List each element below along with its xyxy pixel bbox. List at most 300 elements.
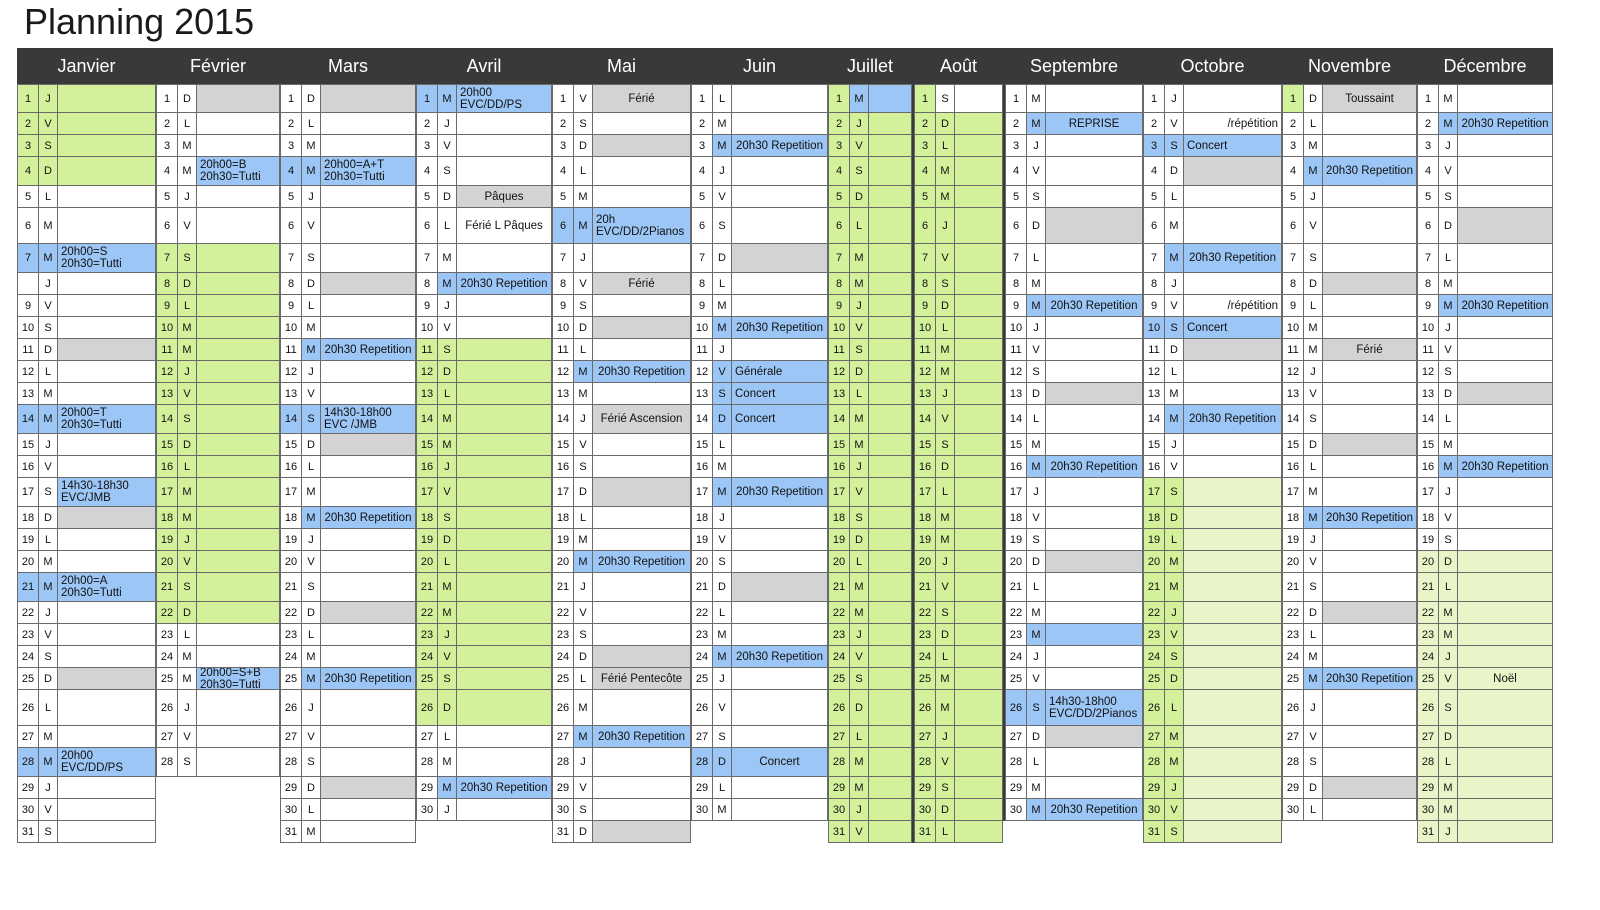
day-event[interactable] xyxy=(955,478,1003,507)
day-event[interactable]: 20h30 Repetition xyxy=(457,777,552,799)
day-event[interactable] xyxy=(593,186,691,208)
day-event[interactable] xyxy=(58,624,156,646)
day-event[interactable] xyxy=(955,273,1003,295)
day-event[interactable] xyxy=(1458,573,1553,602)
day-event[interactable] xyxy=(321,624,416,646)
day-event[interactable] xyxy=(58,361,156,383)
day-event[interactable] xyxy=(593,748,691,777)
day-event[interactable]: REPRISE xyxy=(1046,113,1143,135)
day-event[interactable] xyxy=(732,186,828,208)
day-event[interactable]: 20h00=T 20h30=Tutti xyxy=(58,405,156,434)
day-event[interactable] xyxy=(1323,799,1417,821)
day-event[interactable] xyxy=(1046,157,1143,186)
day-event[interactable] xyxy=(321,821,416,843)
day-event[interactable]: Concert xyxy=(732,383,828,405)
day-event[interactable] xyxy=(321,690,416,726)
day-event[interactable] xyxy=(197,602,280,624)
day-event[interactable] xyxy=(593,456,691,478)
day-event[interactable] xyxy=(869,478,912,507)
day-event[interactable] xyxy=(869,573,912,602)
day-event[interactable] xyxy=(1458,361,1553,383)
day-event[interactable] xyxy=(955,646,1003,668)
day-event[interactable] xyxy=(457,113,552,135)
day-event[interactable] xyxy=(457,339,552,361)
day-event[interactable] xyxy=(197,434,280,456)
day-event[interactable]: Concert xyxy=(732,405,828,434)
day-event[interactable] xyxy=(1458,624,1553,646)
day-event[interactable] xyxy=(593,529,691,551)
day-event[interactable] xyxy=(593,383,691,405)
day-event[interactable] xyxy=(1458,244,1553,273)
day-event[interactable] xyxy=(1458,208,1553,244)
day-event[interactable] xyxy=(197,456,280,478)
day-event[interactable]: 20h30 Repetition xyxy=(1184,405,1282,434)
day-event[interactable] xyxy=(58,821,156,843)
day-event[interactable] xyxy=(58,339,156,361)
day-event[interactable] xyxy=(1323,295,1417,317)
day-event[interactable] xyxy=(955,317,1003,339)
day-event[interactable]: 20h00=B 20h30=Tutti xyxy=(197,157,280,186)
day-event[interactable]: Concert xyxy=(732,748,828,777)
day-event[interactable] xyxy=(869,186,912,208)
day-event[interactable]: 20h00=S 20h30=Tutti xyxy=(58,244,156,273)
day-event[interactable] xyxy=(732,434,828,456)
day-event[interactable]: 20h30 Repetition xyxy=(593,551,691,573)
day-event[interactable] xyxy=(321,646,416,668)
day-event[interactable] xyxy=(58,456,156,478)
day-event[interactable] xyxy=(869,157,912,186)
day-event[interactable] xyxy=(1046,273,1143,295)
day-event[interactable] xyxy=(1046,84,1143,113)
day-event[interactable]: 20h30 Repetition xyxy=(732,478,828,507)
day-event[interactable]: 20h00 EVC/DD/PS xyxy=(58,748,156,777)
day-event[interactable]: Férié xyxy=(593,273,691,295)
day-event[interactable] xyxy=(321,317,416,339)
day-event[interactable] xyxy=(955,690,1003,726)
day-event[interactable] xyxy=(955,529,1003,551)
day-event[interactable] xyxy=(1458,434,1553,456)
day-event[interactable] xyxy=(1323,624,1417,646)
day-event[interactable] xyxy=(58,690,156,726)
day-event[interactable] xyxy=(593,157,691,186)
day-event[interactable] xyxy=(955,748,1003,777)
day-event[interactable] xyxy=(321,602,416,624)
day-event[interactable] xyxy=(955,434,1003,456)
day-event[interactable] xyxy=(1184,361,1282,383)
day-event[interactable] xyxy=(1184,821,1282,843)
day-event[interactable] xyxy=(732,208,828,244)
day-event[interactable] xyxy=(732,113,828,135)
day-event[interactable] xyxy=(1323,244,1417,273)
day-event[interactable] xyxy=(197,273,280,295)
day-event[interactable] xyxy=(321,748,416,777)
day-event[interactable] xyxy=(457,317,552,339)
day-event[interactable] xyxy=(1046,573,1143,602)
day-event[interactable] xyxy=(1323,573,1417,602)
day-event[interactable] xyxy=(197,208,280,244)
day-event[interactable] xyxy=(457,573,552,602)
day-event[interactable] xyxy=(732,799,828,821)
day-event[interactable] xyxy=(869,668,912,690)
day-event[interactable] xyxy=(321,551,416,573)
day-event[interactable] xyxy=(593,317,691,339)
day-event[interactable] xyxy=(1046,244,1143,273)
day-event[interactable] xyxy=(593,646,691,668)
day-event[interactable] xyxy=(457,383,552,405)
day-event[interactable] xyxy=(955,383,1003,405)
day-event[interactable] xyxy=(197,361,280,383)
day-event[interactable] xyxy=(1323,317,1417,339)
day-event[interactable] xyxy=(1046,777,1143,799)
day-event[interactable] xyxy=(955,186,1003,208)
day-event[interactable] xyxy=(1458,748,1553,777)
day-event[interactable] xyxy=(197,529,280,551)
day-event[interactable] xyxy=(321,383,416,405)
day-event[interactable]: 20h30 Repetition xyxy=(457,273,552,295)
day-event[interactable] xyxy=(869,624,912,646)
day-event[interactable] xyxy=(1323,726,1417,748)
day-event[interactable] xyxy=(593,339,691,361)
day-event[interactable] xyxy=(321,799,416,821)
day-event[interactable] xyxy=(1458,777,1553,799)
day-event[interactable] xyxy=(1323,135,1417,157)
day-event[interactable] xyxy=(1184,456,1282,478)
day-event[interactable] xyxy=(869,273,912,295)
day-event[interactable] xyxy=(732,295,828,317)
day-event[interactable] xyxy=(1323,113,1417,135)
day-event[interactable] xyxy=(1323,777,1417,799)
day-event[interactable] xyxy=(1323,602,1417,624)
day-event[interactable] xyxy=(321,726,416,748)
day-event[interactable]: 20h30 Repetition xyxy=(732,135,828,157)
day-event[interactable] xyxy=(869,295,912,317)
day-event[interactable] xyxy=(321,529,416,551)
day-event[interactable]: Générale xyxy=(732,361,828,383)
day-event[interactable]: Férié Pentecôte xyxy=(593,668,691,690)
day-event[interactable] xyxy=(1046,361,1143,383)
day-event[interactable] xyxy=(732,602,828,624)
day-event[interactable] xyxy=(1184,799,1282,821)
day-event[interactable]: Férié L Pâques xyxy=(457,208,552,244)
day-event[interactable]: 20h30 Repetition xyxy=(1323,157,1417,186)
day-event[interactable]: 14h30-18h30 EVC/JMB xyxy=(58,478,156,507)
day-event[interactable] xyxy=(1458,690,1553,726)
day-event[interactable] xyxy=(1323,748,1417,777)
day-event[interactable]: Concert xyxy=(1184,317,1282,339)
day-event[interactable] xyxy=(955,339,1003,361)
day-event[interactable]: 20h30 Repetition xyxy=(1046,456,1143,478)
day-event[interactable] xyxy=(593,135,691,157)
day-event[interactable] xyxy=(593,478,691,507)
day-event[interactable] xyxy=(869,361,912,383)
day-event[interactable]: 20h30 Repetition xyxy=(1458,456,1553,478)
day-event[interactable] xyxy=(58,799,156,821)
day-event[interactable] xyxy=(593,777,691,799)
day-event[interactable]: 20h30 Repetition xyxy=(593,726,691,748)
day-event[interactable] xyxy=(1323,186,1417,208)
day-event[interactable] xyxy=(457,295,552,317)
day-event[interactable] xyxy=(732,456,828,478)
day-event[interactable] xyxy=(197,748,280,777)
day-event[interactable] xyxy=(869,799,912,821)
day-event[interactable] xyxy=(457,157,552,186)
day-event[interactable] xyxy=(1458,383,1553,405)
day-event[interactable] xyxy=(869,317,912,339)
day-event[interactable] xyxy=(955,821,1003,843)
day-event[interactable]: Concert xyxy=(1184,135,1282,157)
day-event[interactable] xyxy=(58,602,156,624)
day-event[interactable] xyxy=(1323,208,1417,244)
day-event[interactable] xyxy=(1458,602,1553,624)
day-event[interactable] xyxy=(593,434,691,456)
day-event[interactable]: 20h30 Repetition xyxy=(1046,799,1143,821)
day-event[interactable] xyxy=(1046,135,1143,157)
day-event[interactable] xyxy=(955,799,1003,821)
day-event[interactable]: 20h30 Repetition xyxy=(321,507,416,529)
day-event[interactable] xyxy=(321,186,416,208)
day-event[interactable] xyxy=(869,726,912,748)
day-event[interactable]: Noël xyxy=(1458,668,1553,690)
day-event[interactable] xyxy=(1046,646,1143,668)
day-event[interactable] xyxy=(869,646,912,668)
day-event[interactable] xyxy=(1458,84,1553,113)
day-event[interactable]: Férié Ascension xyxy=(593,405,691,434)
day-event[interactable] xyxy=(321,244,416,273)
day-event[interactable] xyxy=(732,273,828,295)
day-event[interactable] xyxy=(197,295,280,317)
day-event[interactable] xyxy=(1184,157,1282,186)
day-event[interactable] xyxy=(593,113,691,135)
day-event[interactable] xyxy=(58,157,156,186)
day-event[interactable] xyxy=(955,405,1003,434)
day-event[interactable] xyxy=(457,434,552,456)
day-event[interactable] xyxy=(955,361,1003,383)
day-event[interactable]: 20h30 Repetition xyxy=(321,339,416,361)
day-event[interactable] xyxy=(1458,726,1553,748)
day-event[interactable] xyxy=(1184,383,1282,405)
day-event[interactable] xyxy=(869,244,912,273)
day-event[interactable] xyxy=(58,646,156,668)
day-event[interactable] xyxy=(58,273,156,295)
day-event[interactable]: 20h30 Repetition xyxy=(1046,295,1143,317)
day-event[interactable] xyxy=(1184,602,1282,624)
day-event[interactable] xyxy=(1184,84,1282,113)
day-event[interactable] xyxy=(321,273,416,295)
day-event[interactable] xyxy=(321,478,416,507)
day-event[interactable] xyxy=(1046,339,1143,361)
day-event[interactable]: 20h30 Repetition xyxy=(1184,244,1282,273)
day-event[interactable] xyxy=(457,799,552,821)
day-event[interactable] xyxy=(321,573,416,602)
day-event[interactable] xyxy=(732,551,828,573)
day-event[interactable] xyxy=(869,208,912,244)
day-event[interactable] xyxy=(197,383,280,405)
day-event[interactable] xyxy=(1458,478,1553,507)
day-event[interactable] xyxy=(58,113,156,135)
day-event[interactable] xyxy=(457,668,552,690)
day-event[interactable] xyxy=(955,244,1003,273)
day-event[interactable] xyxy=(58,84,156,113)
day-event[interactable] xyxy=(869,529,912,551)
day-event[interactable] xyxy=(1458,339,1553,361)
day-event[interactable] xyxy=(1458,529,1553,551)
day-event[interactable] xyxy=(955,726,1003,748)
day-event[interactable] xyxy=(955,551,1003,573)
day-event[interactable] xyxy=(1184,573,1282,602)
day-event[interactable] xyxy=(869,821,912,843)
day-event[interactable] xyxy=(732,157,828,186)
day-event[interactable] xyxy=(732,624,828,646)
day-event[interactable] xyxy=(321,208,416,244)
day-event[interactable] xyxy=(955,84,1003,113)
day-event[interactable] xyxy=(1323,273,1417,295)
day-event[interactable] xyxy=(1046,507,1143,529)
day-event[interactable] xyxy=(732,777,828,799)
day-event[interactable] xyxy=(869,602,912,624)
day-event[interactable]: /répétition xyxy=(1184,295,1282,317)
day-event[interactable] xyxy=(197,339,280,361)
day-event[interactable] xyxy=(197,317,280,339)
day-event[interactable]: 20h EVC/DD/2Pianos xyxy=(593,208,691,244)
day-event[interactable] xyxy=(593,690,691,726)
day-event[interactable]: 20h00 EVC/DD/PS xyxy=(457,84,552,113)
day-event[interactable] xyxy=(1184,777,1282,799)
day-event[interactable] xyxy=(869,690,912,726)
day-event[interactable] xyxy=(197,186,280,208)
day-event[interactable] xyxy=(955,208,1003,244)
day-event[interactable] xyxy=(1046,551,1143,573)
day-event[interactable] xyxy=(457,551,552,573)
day-event[interactable] xyxy=(197,624,280,646)
day-event[interactable] xyxy=(321,113,416,135)
day-event[interactable] xyxy=(1046,602,1143,624)
day-event[interactable] xyxy=(955,295,1003,317)
day-event[interactable] xyxy=(457,748,552,777)
day-event[interactable] xyxy=(1458,646,1553,668)
day-event[interactable]: Férié xyxy=(1323,339,1417,361)
day-event[interactable] xyxy=(58,208,156,244)
day-event[interactable] xyxy=(869,507,912,529)
day-event[interactable] xyxy=(197,405,280,434)
day-event[interactable] xyxy=(1184,208,1282,244)
day-event[interactable] xyxy=(955,157,1003,186)
day-event[interactable] xyxy=(955,456,1003,478)
day-event[interactable] xyxy=(1458,507,1553,529)
day-event[interactable] xyxy=(58,135,156,157)
day-event[interactable] xyxy=(1184,529,1282,551)
day-event[interactable] xyxy=(869,135,912,157)
day-event[interactable] xyxy=(1046,434,1143,456)
day-event[interactable] xyxy=(1184,273,1282,295)
day-event[interactable] xyxy=(457,646,552,668)
day-event[interactable] xyxy=(1323,646,1417,668)
day-event[interactable] xyxy=(1323,405,1417,434)
day-event[interactable] xyxy=(1046,748,1143,777)
day-event[interactable] xyxy=(58,668,156,690)
day-event[interactable] xyxy=(593,799,691,821)
day-event[interactable] xyxy=(869,405,912,434)
day-event[interactable]: 20h30 Repetition xyxy=(732,317,828,339)
day-event[interactable] xyxy=(58,434,156,456)
day-event[interactable] xyxy=(1046,726,1143,748)
day-event[interactable] xyxy=(197,135,280,157)
day-event[interactable] xyxy=(197,726,280,748)
day-event[interactable] xyxy=(1046,668,1143,690)
day-event[interactable] xyxy=(593,624,691,646)
day-event[interactable] xyxy=(457,602,552,624)
day-event[interactable] xyxy=(955,668,1003,690)
day-event[interactable] xyxy=(58,551,156,573)
day-event[interactable] xyxy=(457,690,552,726)
day-event[interactable] xyxy=(1046,529,1143,551)
day-event[interactable] xyxy=(457,135,552,157)
day-event[interactable]: Pâques xyxy=(457,186,552,208)
day-event[interactable] xyxy=(1323,434,1417,456)
day-event[interactable] xyxy=(197,507,280,529)
day-event[interactable] xyxy=(321,84,416,113)
day-event[interactable] xyxy=(732,690,828,726)
day-event[interactable] xyxy=(593,573,691,602)
day-event[interactable] xyxy=(1046,317,1143,339)
day-event[interactable] xyxy=(1046,208,1143,244)
day-event[interactable] xyxy=(197,113,280,135)
day-event[interactable] xyxy=(1046,478,1143,507)
day-event[interactable] xyxy=(869,748,912,777)
day-event[interactable] xyxy=(457,478,552,507)
day-event[interactable] xyxy=(1184,434,1282,456)
day-event[interactable] xyxy=(197,244,280,273)
day-event[interactable] xyxy=(197,690,280,726)
day-event[interactable]: Toussaint xyxy=(1323,84,1417,113)
day-event[interactable] xyxy=(321,777,416,799)
day-event[interactable] xyxy=(1046,624,1143,646)
day-event[interactable] xyxy=(58,507,156,529)
day-event[interactable] xyxy=(955,624,1003,646)
day-event[interactable] xyxy=(1458,273,1553,295)
day-event[interactable]: 20h00=A+T 20h30=Tutti xyxy=(321,157,416,186)
day-event[interactable] xyxy=(1458,821,1553,843)
day-event[interactable] xyxy=(321,361,416,383)
day-event[interactable] xyxy=(1458,799,1553,821)
day-event[interactable] xyxy=(1458,186,1553,208)
day-event[interactable] xyxy=(1458,551,1553,573)
day-event[interactable]: 20h30 Repetition xyxy=(321,668,416,690)
day-event[interactable]: 20h30 Repetition xyxy=(1458,295,1553,317)
day-event[interactable]: 20h30 Repetition xyxy=(593,361,691,383)
day-event[interactable] xyxy=(732,339,828,361)
day-event[interactable] xyxy=(955,573,1003,602)
day-event[interactable] xyxy=(321,434,416,456)
day-event[interactable]: 20h30 Repetition xyxy=(1323,507,1417,529)
day-event[interactable] xyxy=(321,135,416,157)
day-event[interactable] xyxy=(321,456,416,478)
day-event[interactable] xyxy=(869,339,912,361)
day-event[interactable] xyxy=(58,383,156,405)
day-event[interactable] xyxy=(1184,478,1282,507)
day-event[interactable] xyxy=(1184,668,1282,690)
day-event[interactable] xyxy=(1323,456,1417,478)
day-event[interactable] xyxy=(1323,383,1417,405)
day-event[interactable]: 20h30 Repetition xyxy=(732,646,828,668)
day-event[interactable] xyxy=(955,507,1003,529)
day-event[interactable] xyxy=(1323,551,1417,573)
day-event[interactable] xyxy=(457,624,552,646)
day-event[interactable]: /répétition xyxy=(1184,113,1282,135)
day-event[interactable] xyxy=(197,573,280,602)
day-event[interactable] xyxy=(457,529,552,551)
day-event[interactable] xyxy=(457,726,552,748)
day-event[interactable]: 20h00=A 20h30=Tutti xyxy=(58,573,156,602)
